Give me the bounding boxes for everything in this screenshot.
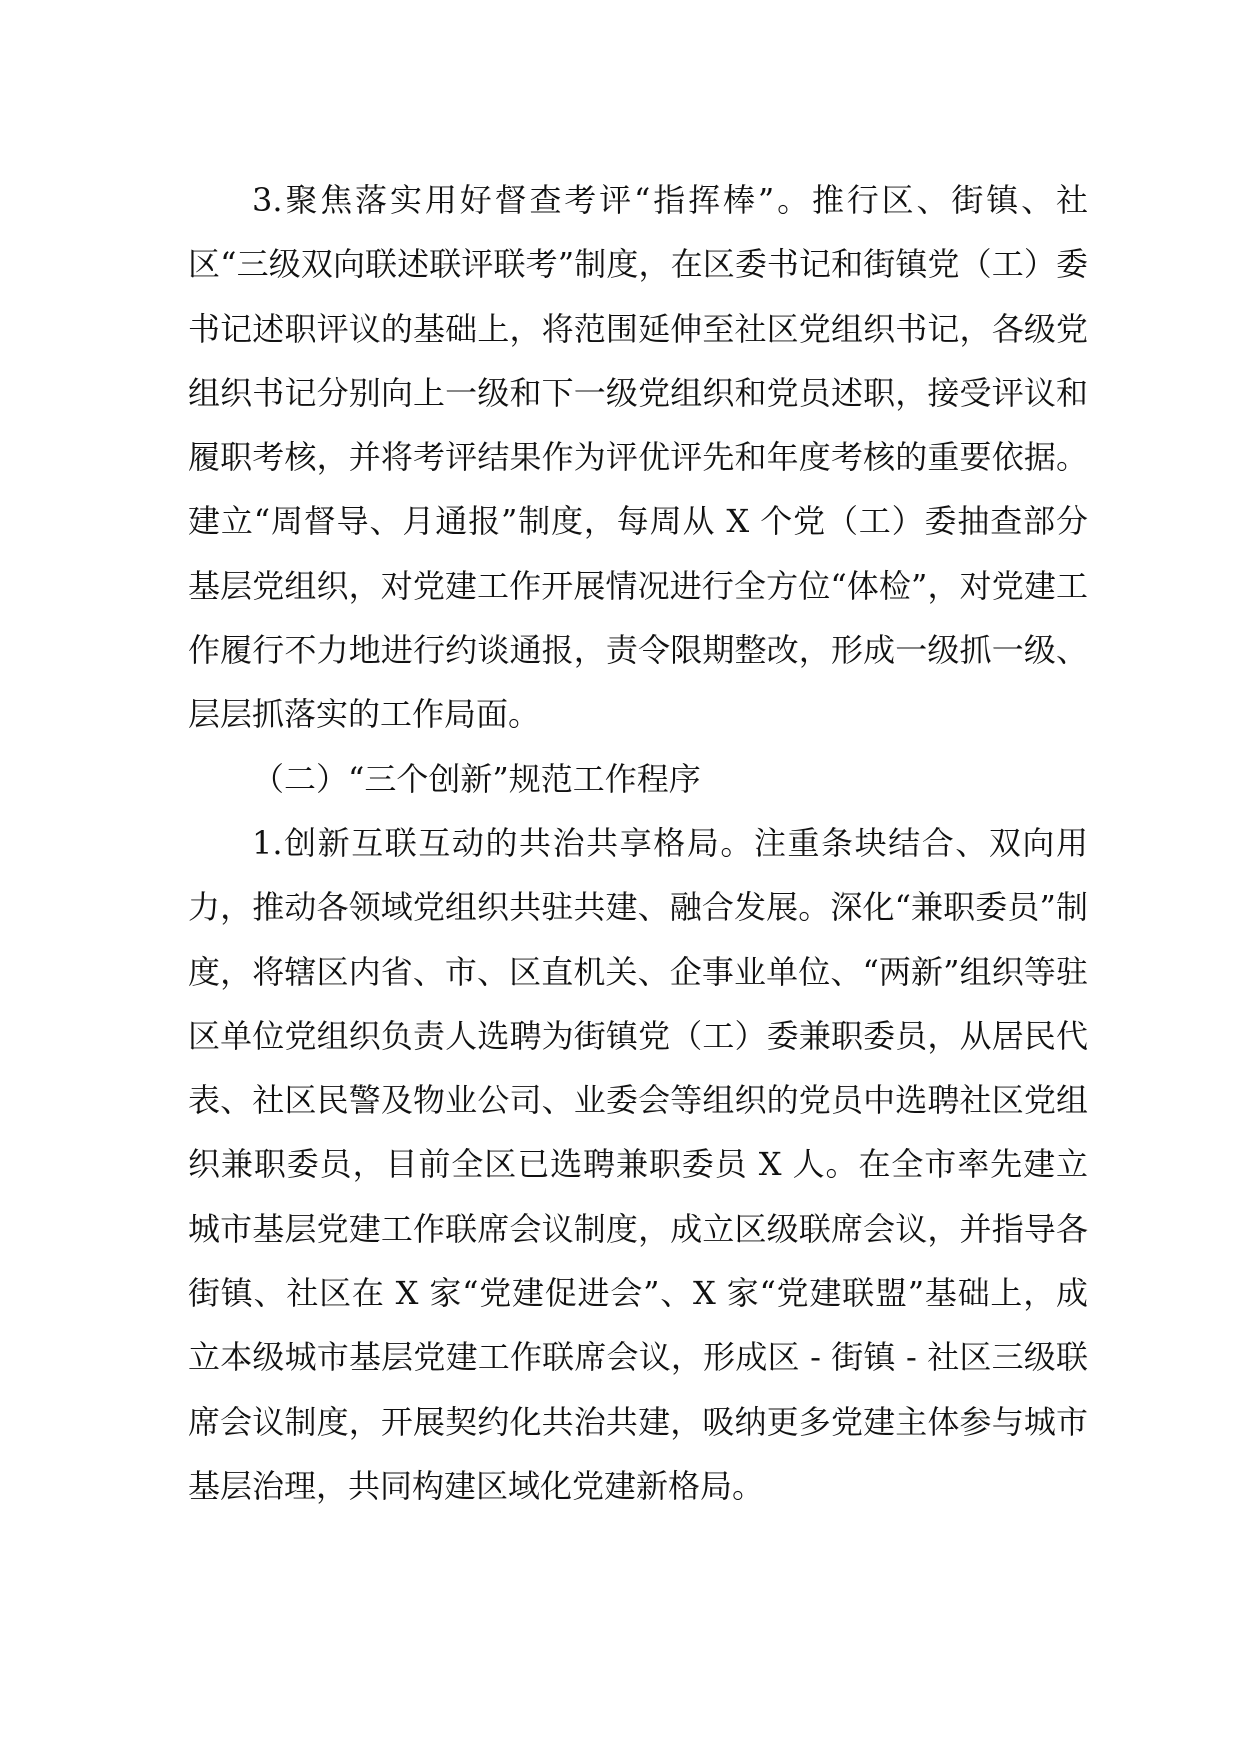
paragraph-co-governance: 1.创新互联互动的共治共享格局。注重条块结合、双向用力，推动各领域党组织共驻共建、融合发展。深化“兼职委员”制度，将辖区内省、市、区直机关、企事业单位、“两新”组织等驻区单位党组织负责人选聘为街镇党（工）委兼职委员，从居民代表、社区民警及物业公司、业委会等组织的党员中选聘社区党组织兼职委员，目前全区已选聘兼职委员 X 人。在全市率先建立城市基层党建工作联席会议制度，成立区级联席会议，并指导各街镇、社区在 X 家“党建促进会”、X 家“党建联盟”基础上，成立本级城市基层党建工作联席会议，形成区 - 街镇 - 社区三级联席会议制度，开展契约化共治共建，吸纳更多党建主体参与城市基层治理，共同构建区域化党建新格局。 — [188, 823, 1088, 1505]
paragraph-supervision-evaluation: 3.聚焦落实用好督查考评“指挥棒”。推行区、街镇、社区“三级双向联述联评联考”制度，在区委书记和街镇党（工）委书记述职评议的基础上，将范围延伸至社区党组织书记，各级党组织书记分别向上一级和下一级党组织和党员述职，接受评议和履职考核，并将考评结果作为评优评先和年度考核的重要依据。建立“周督导、月通报”制度，每周从 X 个党（工）委抽查部分基层党组织，对党建工作开展情况进行全方位“体检”，对党建工作履行不力地进行约谈通报，责令限期整改，形成一级抓一级、层层抓落实的工作局面。 — [188, 181, 1088, 734]
document-body — [188, 168, 1088, 1518]
section-heading-three-innovations: （二）“三个创新”规范工作程序 — [252, 759, 701, 798]
